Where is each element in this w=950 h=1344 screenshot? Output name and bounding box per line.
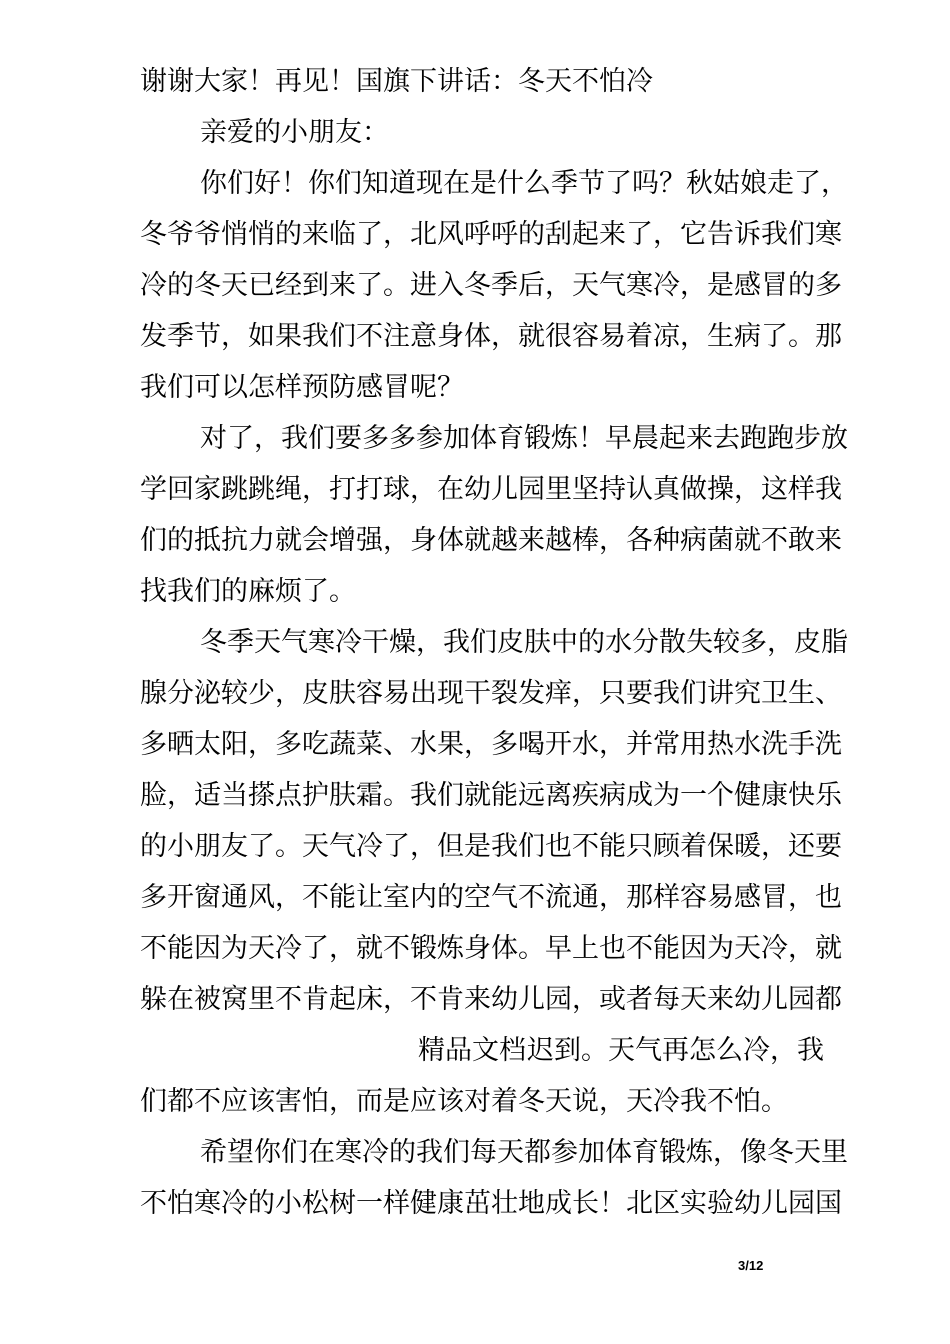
text-line: 腺分泌较少，皮肤容易出现干裂发痒，只要我们讲究卫生、 xyxy=(140,678,842,709)
text-line: 冬爷爷悄悄的来临了，北风呼呼的刮起来了，它告诉我们寒 xyxy=(140,219,842,250)
text-line: 我们可以怎样预防感冒呢？ xyxy=(140,372,464,403)
text-line: 多开窗通风，不能让室内的空气不流通，那样容易感冒，也 xyxy=(140,882,842,913)
text-line: 希望你们在寒冷的我们每天都参加体育锻炼，像冬天里 xyxy=(200,1137,848,1168)
text-line: 冷的冬天已经到来了。进入冬季后，天气寒冷，是感冒的多 xyxy=(140,270,842,301)
page-number: 3/12 xyxy=(738,1258,764,1273)
text-line: 多晒太阳，多吃蔬菜、水果，多喝开水，并常用热水洗手洗 xyxy=(140,729,842,760)
text-line: 们的抵抗力就会增强，身体就越来越棒，各种病菌就不敢来 xyxy=(140,525,842,556)
text-line: 你们好！你们知道现在是什么季节了吗？秋姑娘走了， xyxy=(200,168,848,199)
text-line: 对了，我们要多多参加体育锻炼！早晨起来去跑跑步放 xyxy=(200,423,848,454)
text-line: 的小朋友了。天气冷了，但是我们也不能只顾着保暖，还要 xyxy=(140,831,842,862)
text-line: 不怕寒冷的小松树一样健康茁壮地成长！北区实验幼儿园国 xyxy=(140,1188,842,1219)
text-line: 谢谢大家！再见！国旗下讲话：冬天不怕冷 xyxy=(140,66,653,97)
text-line: 迟到。天气再怎么冷，我 xyxy=(527,1035,824,1066)
salutation: 亲爱的小朋友： xyxy=(200,117,389,148)
watermark-text: 精品文档 xyxy=(418,1035,526,1066)
text-line: 发季节，如果我们不注意身体，就很容易着凉，生病了。那 xyxy=(140,321,842,352)
text-line: 找我们的麻烦了。 xyxy=(140,576,356,607)
text-line: 冬季天气寒冷干燥，我们皮肤中的水分散失较多，皮脂 xyxy=(200,627,848,658)
text-line: 脸，适当搽点护肤霜。我们就能远离疾病成为一个健康快乐 xyxy=(140,780,842,811)
text-line: 躲在被窝里不肯起床，不肯来幼儿园，或者每天来幼儿园都 xyxy=(140,984,842,1015)
text-line: 学回家跳跳绳，打打球，在幼儿园里坚持认真做操，这样我 xyxy=(140,474,842,505)
text-line: 们都不应该害怕，而是应该对着冬天说，天冷我不怕。 xyxy=(140,1086,788,1117)
text-line: 不能因为天冷了，就不锻炼身体。早上也不能因为天冷，就 xyxy=(140,933,842,964)
